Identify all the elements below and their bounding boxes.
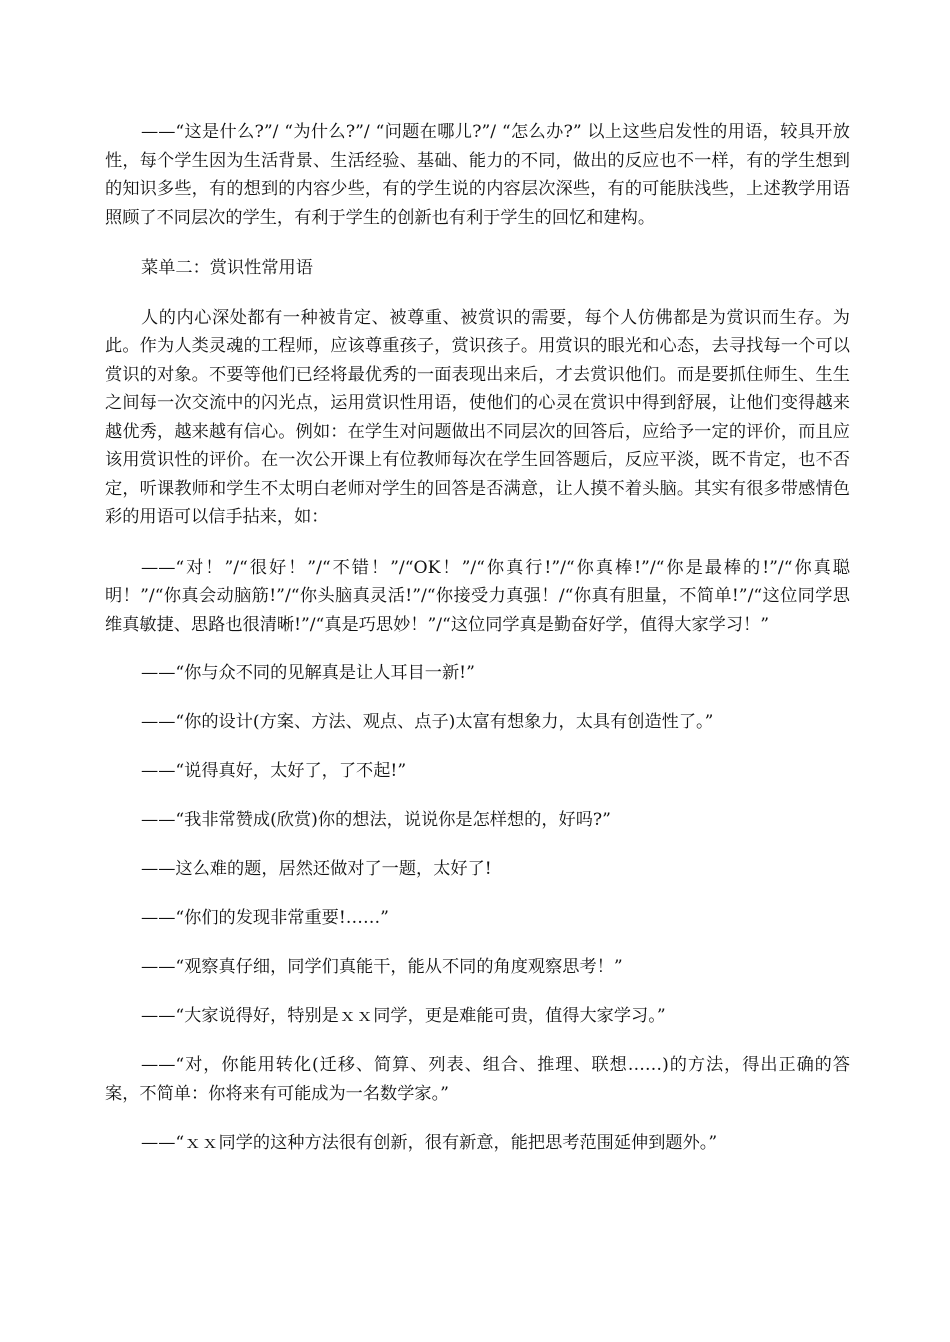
document-page [105,118,850,1157]
paragraph-heuristic-phrases: ——“这是什么?”/ “为什么?”/ “问题在哪儿?”/ “怎么办?” 以上这些启发性的用语，较具开放性，每个学生因为生活背景、生活经验、基础、能力的不同，做出的反应也不一样，有的学生想到的知识多些，有的想到的内容少些，有的学生说的内容层次深些，有的可能肤浅些，上述教学用语照顾了不同层次的学生，有利于学生的创新也有利于学生的回忆和建构。 [105,122,850,228]
section-heading-menu-two: 菜单二：赏识性常用语 [141,258,313,278]
praise-quote: ——“我非常赞成(欣赏)你的想法，说说你是怎样想的，好吗?” [141,810,611,830]
paragraph-praise-phrases: ——“对！”/“很好！”/“不错！”/“OK！”/“你真行!”/“你真棒!”/“你是最棒的!”/“你真聪明！”/“你真会动脑筋!”/“你头脑真灵活!”/“你接受力真强！/“你真有胆量，不简单!”/“这位同学思维真敏捷、思路也很清晰!”/“真是巧思妙！”/“这位同学真是勤奋好学，值得大家学习！” [105,557,850,635]
praise-quote: ——“你们的发现非常重要!……” [141,908,389,928]
praise-quote: ——这么难的题，居然还做对了一题，太好了! [141,859,492,879]
praise-quote: ——“大家说得好，特别是ｘｘ同学，更是难能可贵，值得大家学习。” [141,1006,666,1026]
paragraph-transformation-praise: ——“对，你能用转化(迁移、简算、列表、组合、推理、联想……)的方法，得出正确的答案，不简单：你将来有可能成为一名数学家。” [105,1055,850,1104]
praise-quote-last: ——“ｘｘ同学的这种方法很有创新，很有新意，能把思考范围延伸到题外。” [141,1132,718,1153]
paragraph-appreciation-intro: 人的内心深处都有一种被肯定、被尊重、被赏识的需要，每个人仿佛都是为赏识而生存。为此。作为人类灵魂的工程师，应该尊重孩子，赏识孩子。用赏识的眼光和心态，去寻找每一个可以赏识的对象。不要等他们已经将最优秀的一面表现出来后，才去赏识他们。而是要抓住师生、生生之间每一次交流中的闪光点，运用赏识性用语，使他们的心灵在赏识中得到舒展，让他们变得越来越优秀，越来越有信心。例如：在学生对问题做出不同层次的回答后，应给予一定的评价，而且应该用赏识性的评价。在一次公开课上有位教师每次在学生回答题后，反应平淡，既不肯定，也不否定，听课教师和学生不太明白老师对学生的回答是否满意，让人摸不着头脑。其实有很多带感情色彩的用语可以信手拈来，如： [105,307,850,527]
praise-quote: ——“说得真好，太好了，了不起!” [141,761,407,781]
praise-quote: ——“观察真仔细，同学们真能干，能从不同的角度观察思考！” [141,957,623,977]
praise-quote: ——“你的设计(方案、方法、观点、点子)太富有想象力，太具有创造性了。” [141,712,714,732]
praise-quote: ——“你与众不同的见解真是让人耳目一新!” [141,663,475,683]
